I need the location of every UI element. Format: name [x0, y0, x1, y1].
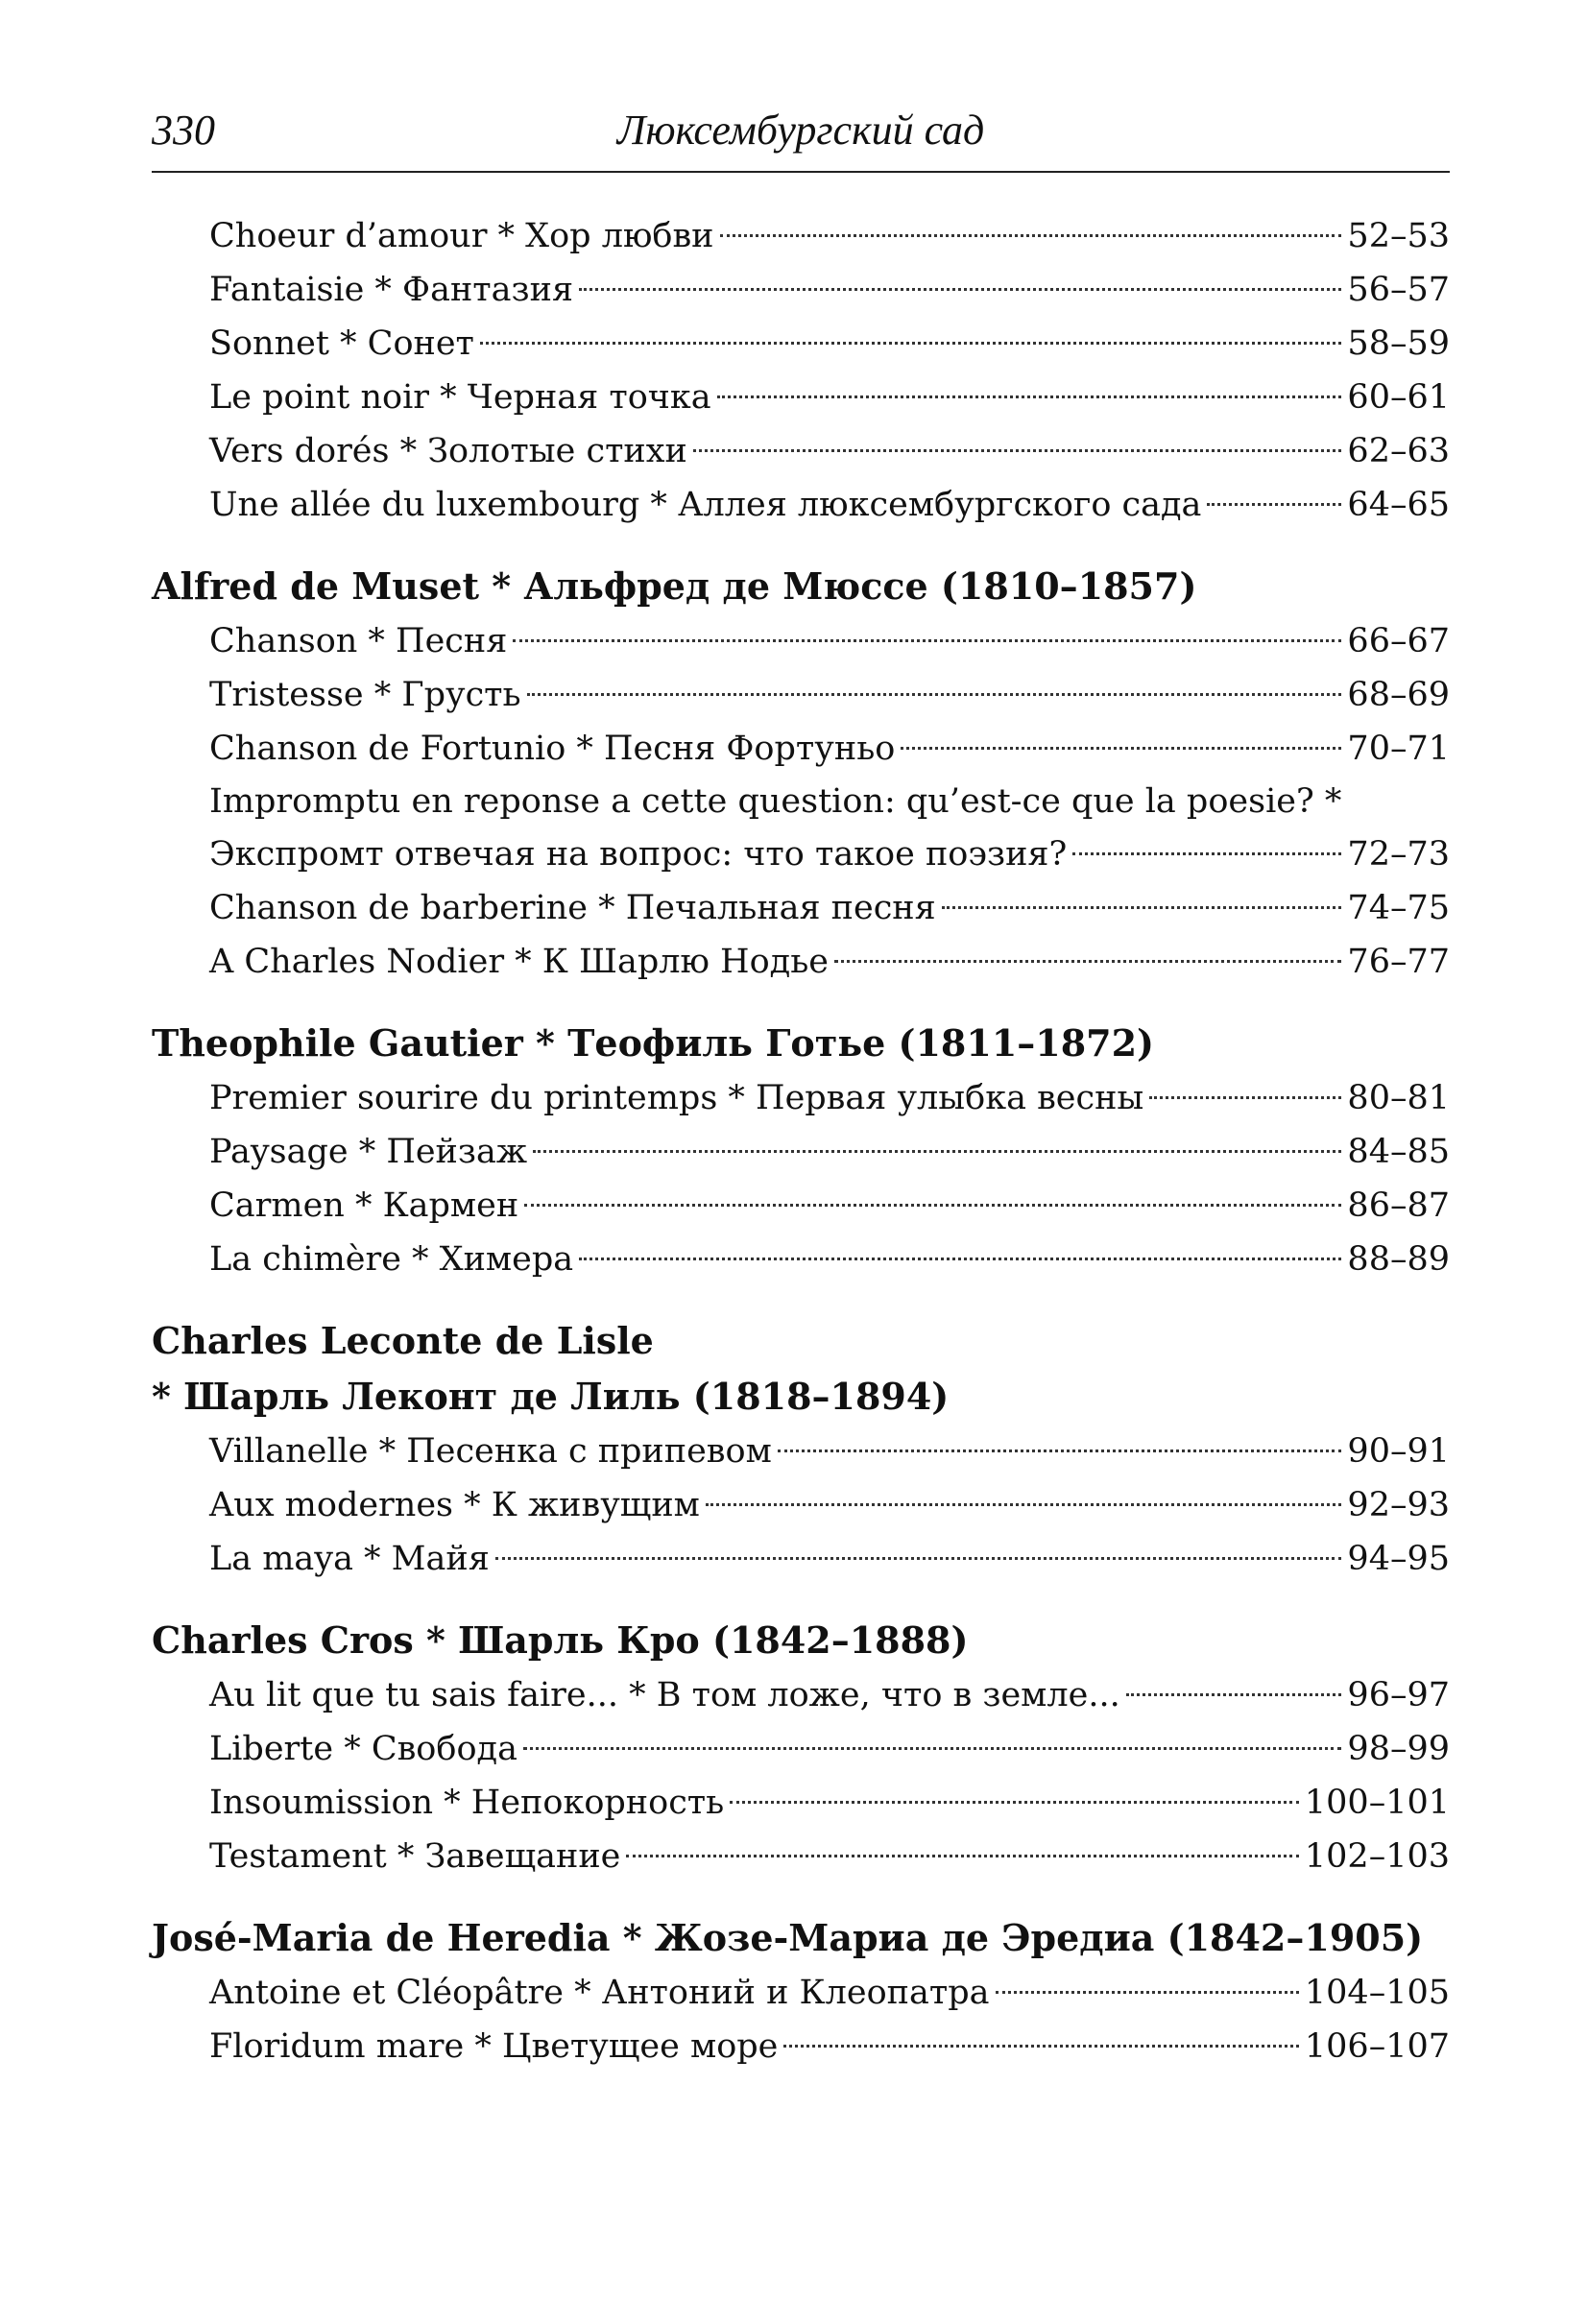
entry-pages: 88–89 — [1347, 1240, 1450, 1279]
entry-title: Insoumission * Непокорность — [209, 1784, 725, 1822]
dot-leader — [523, 1747, 1341, 1750]
toc-entry — [209, 263, 1450, 317]
table-of-contents — [152, 209, 1450, 2100]
entry-title: Le point noir * Черная точка — [209, 378, 711, 417]
dot-leader — [996, 1991, 1299, 1994]
entry-title: Choeur d’amour * Хор любви — [209, 217, 714, 255]
toc-entry — [209, 371, 1450, 424]
dot-leader — [1126, 1693, 1342, 1696]
entry-title: Floridum mare * Цветущее море — [209, 2027, 779, 2066]
entry-pages: 68–69 — [1347, 676, 1450, 714]
entry-pages: 72–73 — [1347, 835, 1450, 874]
toc-section — [152, 1910, 1450, 2073]
running-title: Люксембургский сад — [616, 107, 985, 154]
entry-title: A Charles Nodier * К Шарлю Нодье — [209, 943, 829, 981]
entry-title: Vers dorés * Золотые стихи — [209, 432, 687, 470]
toc-entry — [209, 1478, 1450, 1532]
toc-entry — [209, 1776, 1450, 1830]
author-heading: Charles Leconte de Lisle — [152, 1319, 654, 1362]
entry-title: Au lit que tu sais faire... * В том ложе, что в земле... — [209, 1676, 1120, 1714]
toc-section — [152, 1313, 1450, 1586]
entry-title: Sonnet * Сонет — [209, 324, 474, 363]
toc-entry — [209, 722, 1450, 776]
dot-leader — [513, 639, 1341, 642]
entry-title: Carmen * Кармен — [209, 1186, 519, 1225]
entry-title: Chanson * Песня — [209, 622, 508, 660]
entry-pages: 64–65 — [1347, 486, 1450, 524]
author-heading: Theophile Gautier * Теофиль Готье (1811–1872) — [152, 1021, 1154, 1065]
toc-section — [152, 1016, 1450, 1286]
toc-section — [152, 1613, 1450, 1883]
toc-entry — [209, 776, 1450, 881]
entry-title: Chanson de barberine * Печальная песня — [209, 889, 936, 927]
dot-leader — [495, 1557, 1342, 1560]
entry-title: Premier sourire du printemps * Первая улыбка весны — [209, 1079, 1144, 1117]
entry-pages: 106–107 — [1304, 2027, 1450, 2066]
entry-pages: 102–103 — [1304, 1837, 1450, 1876]
toc-entry — [209, 317, 1450, 371]
entry-pages: 52–53 — [1347, 217, 1450, 255]
entry-title: Aux modernes * К живущим — [209, 1486, 700, 1524]
entry-pages: 100–101 — [1304, 1784, 1450, 1822]
entry-pages: 84–85 — [1347, 1133, 1450, 1171]
entry-title: Tristesse * Грусть — [209, 676, 521, 714]
dot-leader — [942, 906, 1342, 909]
dot-leader — [834, 960, 1341, 963]
dot-leader — [533, 1150, 1341, 1153]
entry-pages: 96–97 — [1347, 1676, 1450, 1714]
dot-leader — [1072, 852, 1341, 855]
dot-leader — [1207, 503, 1341, 506]
dot-leader — [901, 747, 1341, 750]
page-header — [152, 96, 1450, 173]
entry-title: Paysage * Пейзаж — [209, 1133, 528, 1171]
dot-leader — [579, 1258, 1341, 1260]
entry-pages: 98–99 — [1347, 1730, 1450, 1768]
entry-title: Villanelle * Песенка с припевом — [209, 1432, 772, 1471]
entry-title: Antoine et Cléopâtre * Антоний и Клеопатра — [209, 1974, 990, 2012]
entry-title: Une allée du luxembourg * Аллея люксембургского сада — [209, 486, 1202, 524]
author-heading-line2: * Шарль Леконт де Лиль (1818–1894) — [152, 1375, 950, 1418]
entry-title: Экспромт отвечая на вопрос: что такое поэзия? — [209, 835, 1068, 874]
dot-leader — [706, 1503, 1342, 1506]
entry-pages: 70–71 — [1347, 730, 1450, 768]
dot-leader — [579, 288, 1341, 291]
dot-leader — [783, 2045, 1299, 2048]
entry-pages: 104–105 — [1304, 1974, 1450, 2012]
toc-entry — [209, 2020, 1450, 2073]
toc-entry — [209, 1179, 1450, 1233]
toc-entry — [209, 478, 1450, 532]
toc-entry — [209, 1830, 1450, 1883]
toc-entry — [209, 668, 1450, 722]
dot-leader — [626, 1855, 1299, 1857]
entry-pages: 60–61 — [1347, 378, 1450, 417]
entry-pages: 86–87 — [1347, 1186, 1450, 1225]
dot-leader — [693, 449, 1342, 452]
entry-pages: 74–75 — [1347, 889, 1450, 927]
toc-entry — [209, 1668, 1450, 1722]
entry-title: Chanson de Fortunio * Песня Фортуньо — [209, 730, 896, 768]
toc-entry — [209, 1532, 1450, 1586]
entry-title: La chimère * Химера — [209, 1240, 574, 1279]
dot-leader — [778, 1450, 1342, 1452]
entry-title: La maya * Майя — [209, 1540, 490, 1578]
toc-entry — [209, 424, 1450, 478]
dot-leader — [717, 395, 1342, 398]
entry-title: Fantaisie * Фантазия — [209, 271, 574, 309]
author-heading: Alfred de Muset * Альфред де Мюссе (1810–1857) — [152, 564, 1197, 608]
toc-entry — [209, 1071, 1450, 1125]
toc-entry — [209, 881, 1450, 935]
author-heading: José-Maria de Heredia * Жозе-Мариа де Эредиа (1842–1905) — [152, 1916, 1424, 1959]
entry-pages: 94–95 — [1347, 1540, 1450, 1578]
entry-title: Testament * Завещание — [209, 1837, 621, 1876]
toc-entry — [209, 1966, 1450, 2020]
entry-pages: 56–57 — [1347, 271, 1450, 309]
dot-leader — [480, 342, 1342, 345]
entry-pages: 92–93 — [1347, 1486, 1450, 1524]
entry-pages: 90–91 — [1347, 1432, 1450, 1471]
toc-entry — [209, 1125, 1450, 1179]
toc-section — [152, 559, 1450, 989]
toc-entry — [209, 1425, 1450, 1478]
toc-entry — [209, 1233, 1450, 1286]
entry-title-line1: Impromptu en reponse a cette question: qu’est-ce que la poesie? * — [209, 782, 1342, 821]
author-heading: Charles Cros * Шарль Кро (1842–1888) — [152, 1618, 969, 1662]
entry-pages: 62–63 — [1347, 432, 1450, 470]
dot-leader — [720, 234, 1342, 237]
dot-leader — [527, 693, 1342, 696]
page-number: 330 — [152, 107, 215, 154]
entry-pages: 76–77 — [1347, 943, 1450, 981]
toc-entry — [209, 935, 1450, 989]
entry-title: Liberte * Свобода — [209, 1730, 517, 1768]
toc-section — [152, 209, 1450, 532]
entry-pages: 58–59 — [1347, 324, 1450, 363]
dot-leader — [730, 1801, 1299, 1804]
entry-pages: 66–67 — [1347, 622, 1450, 660]
dot-leader — [524, 1204, 1341, 1207]
toc-entry — [209, 1722, 1450, 1776]
toc-entry — [209, 209, 1450, 263]
entry-pages: 80–81 — [1347, 1079, 1450, 1117]
toc-entry — [209, 614, 1450, 668]
dot-leader — [1149, 1096, 1341, 1099]
